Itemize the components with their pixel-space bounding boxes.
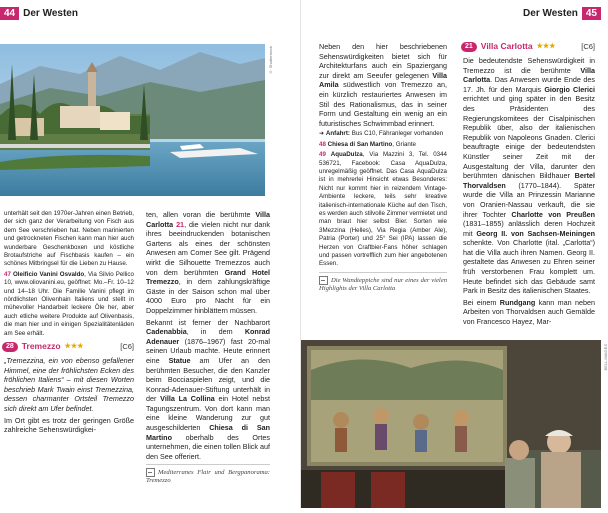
entry-badge: 21 (461, 42, 477, 52)
poi-name: Oleificio Vanini Osvaldo (12, 270, 85, 278)
poi-number: 21 (176, 219, 185, 229)
anfahrt-info: ➜ Anfahrt: Bus C10, Fähranleger vorhanden (319, 130, 444, 138)
entry-title: Villa Carlotta (480, 41, 533, 52)
page-number-left: 44 (0, 7, 19, 20)
star-rating: ★★★ (536, 43, 556, 51)
map-grid-ref: [C6] (120, 342, 134, 352)
star-rating: ★★★ (64, 343, 84, 351)
left-column-2 (146, 210, 270, 485)
photo-credit: BELL.IMAGES (603, 344, 608, 371)
photo-credit: © Shutterstock (268, 46, 273, 75)
right-column-2 (463, 42, 595, 329)
villa-carlotta-entry-heading (461, 42, 595, 52)
map-grid-ref: [C6] (581, 42, 595, 52)
text-paragraph: unterhält seit den 1970er-Jahren einen Betrieb, der sich ganz der Verarbeitung von Fisch aus dem See verschrieben hat. Neben marinierten und getrockneten Fischen kann man hier auch wunderbare Geschenkboxen und köstliche Brotaufstriche auf Fischbasis kaufen – ein schönes Mitbringsel für die Lieben zu Hause. (4, 210, 134, 268)
mark-twain-quote: „Tremezzina, ein von ebenso gefallener Himmel, eine der fröhlichsten Ecken des fröhlichen Italiens“ – mit diesen Worten beschrieb Mark Twain einst Tremezzina, dessen charmanter Ortsteil Tremezzo sich direkt am Ufer befindet. (4, 356, 134, 414)
text-paragraph: Bekannt ist ferner der Nachbarort Cadenabbia, in dem Konrad Adenauer (1876–1967) fast 20-mal seinen Urlaub machte. Heute erinnert eine Statue am Ufer an den berühmten Besucher, die den Kanzler beim Bocciaspielen zeigt, und die Konrad-Adenauer-Stiftung unterhält in der Villa La Collina ein Hotel nebst Tagungszentrum. Von dort kann man eine kleine Wanderung zur gut ausgeschilderten Chiesa di San Martino oberhalb des Ortes unternehmen, die einen tollen Blick auf den See offeriert. (146, 317, 270, 461)
camera-icon (319, 276, 328, 285)
left-header (0, 4, 82, 22)
poi-details: , Via Silvio Pellico 10, www.oliovanini.eu, geöffnet: Mo.–Fr. 10–12 und 14–18 Uhr. Die Familie Vanini pflegt im nördlichsten Olivenhain Italiens und stellt in mühevoller Handarbeit leckere Öle her, aber auch etliche weitere Produkte auf Olivenbasis, die man hier und in einigen Spezialitätenläden am See erhält. (4, 270, 134, 337)
section-title-left: Der Westen (23, 7, 78, 19)
entry-badge: 28 (2, 342, 18, 352)
arrow-icon: ➜ (319, 130, 326, 138)
right-column-1 (319, 42, 447, 293)
right-page (300, 0, 608, 508)
poi-entry: 49 AquaDulza, Via Mazzini 3, Tel. 0344 536721, Facebook: Casa AquaDulza, unregelmäßig geöffnet. Das Casa AquaDulza ist in mehrerlei Hinsicht etwas Besonderes: Nicht nur kommt hier in reizendem Vintage-Ambiente leckere, teils sehr kreative italienisch-internationale Küche auf den Tisch, es werden auch stilvolle Zimmer vermietet und man braut hier selbst Bier. Sorten wie 3Mezzina (Helles), Via Regia (Amber Ale), Patria (Porter) und 25° Sei (IPA) lassen die Herzen von Craftbier-Fans höher schlagen und passen vortrefflich zum hier angebotenen Essen. (319, 151, 447, 268)
text-paragraph: Die bedeutendste Sehenswürdigkeit in Tremezzo ist die berühmte Villa Carlotta. Das Anwesen wurde Ende des 17. Jh. für den Marquis Giorgio Clerici errichtet und ging später in den Besitz des Präsidenten des Regierungskomitees der Cisalpinischen Republik über, also der italienischen Republik von Napoleons Gnaden. Clerici beauftragte einige der bedeutendsten Künstler seiner Zeit mit der Ausgestaltung der Villa, darunter den berühmten dänischen Bildhauer Bertel Thorvaldsen (1770–1844). Später wurde die Villa an Prinzessin Marianne von Oranien-Nassau verkauft, die sie ihrer Tochter Charlotte von Preußen (1831–1855) anlässlich deren Hochzeit mit Georg II. von Sachsen-Meiningen schenkte. Von Charlotte (ital. „Carlotta“) hat die Villa auch ihren Namen. Georg II. gestaltete das Anwesen zu Ehren seiner früh verstorbenen Frau komplett um. Heute befindet sich das Gebäude samt Park in Besitz des italienischen Staates. (463, 56, 596, 296)
tremezzo-entry-heading (2, 342, 134, 352)
left-column-1 (4, 210, 134, 437)
photo-caption: Die Wandteppiche sind nur eines der vielen Highlights der Villa Carlotta (319, 276, 447, 292)
left-page (0, 0, 300, 508)
text-paragraph: Bei einem Rundgang kann man neben Arbeiten von Thorvaldsen auch Gemälde von Francesco Hayez, Mar- (463, 297, 595, 327)
photo-caption: Mediterranes Flair und Bergpanorama: Tremezzo (146, 469, 270, 485)
text-paragraph: Neben den hier beschriebenen Sehenswürdigkeiten bietet sich für Architekturfans auch ein Spaziergang zur direkt am Seeufer gelegenen Villa Amila südwestlich von Tremezzo an, ein kürzlich restauriertes Anwesen im Stil des Rationalismus, das in seiner Form und Gestaltung ein wenig an ein futuristisches Schwimmbad erinnert. (319, 42, 447, 128)
page-number-right: 45 (582, 7, 601, 20)
text-paragraph: ten, allen voran die berühmte Villa Carlotta 21, die vielen nicht nur dank ihres beeindruckenden botanischen Gartens als eines der schönsten Anwesen am Comer See gilt. Prägend wirkt die Silhouette Tremezzos auch von dem berühmten Grand Hotel Tremezzo, in dem zahlungskräftige Gäste in der Saison schon mal über 4000 Euro pro Nacht für ein Doppelzimmer hinblättern müssen. (146, 210, 270, 315)
poi-entry: 48 Chiesa di San Martino, Griante (319, 140, 416, 148)
caption-divider (146, 464, 270, 465)
section-title-right: Der Westen (523, 7, 578, 19)
lake-tremezzo-photo (0, 44, 265, 196)
poi-entry (4, 271, 134, 338)
tapestry-visitors-photo (301, 340, 601, 508)
right-header (519, 4, 601, 22)
entry-title: Tremezzo (21, 341, 61, 352)
poi-number: 47 (4, 270, 11, 278)
text-paragraph: Im Ort gibt es trotz der geringen Größe zahlreiche Sehenswürdigkei- (4, 415, 134, 435)
camera-icon (146, 468, 155, 477)
caption-divider (319, 272, 447, 273)
